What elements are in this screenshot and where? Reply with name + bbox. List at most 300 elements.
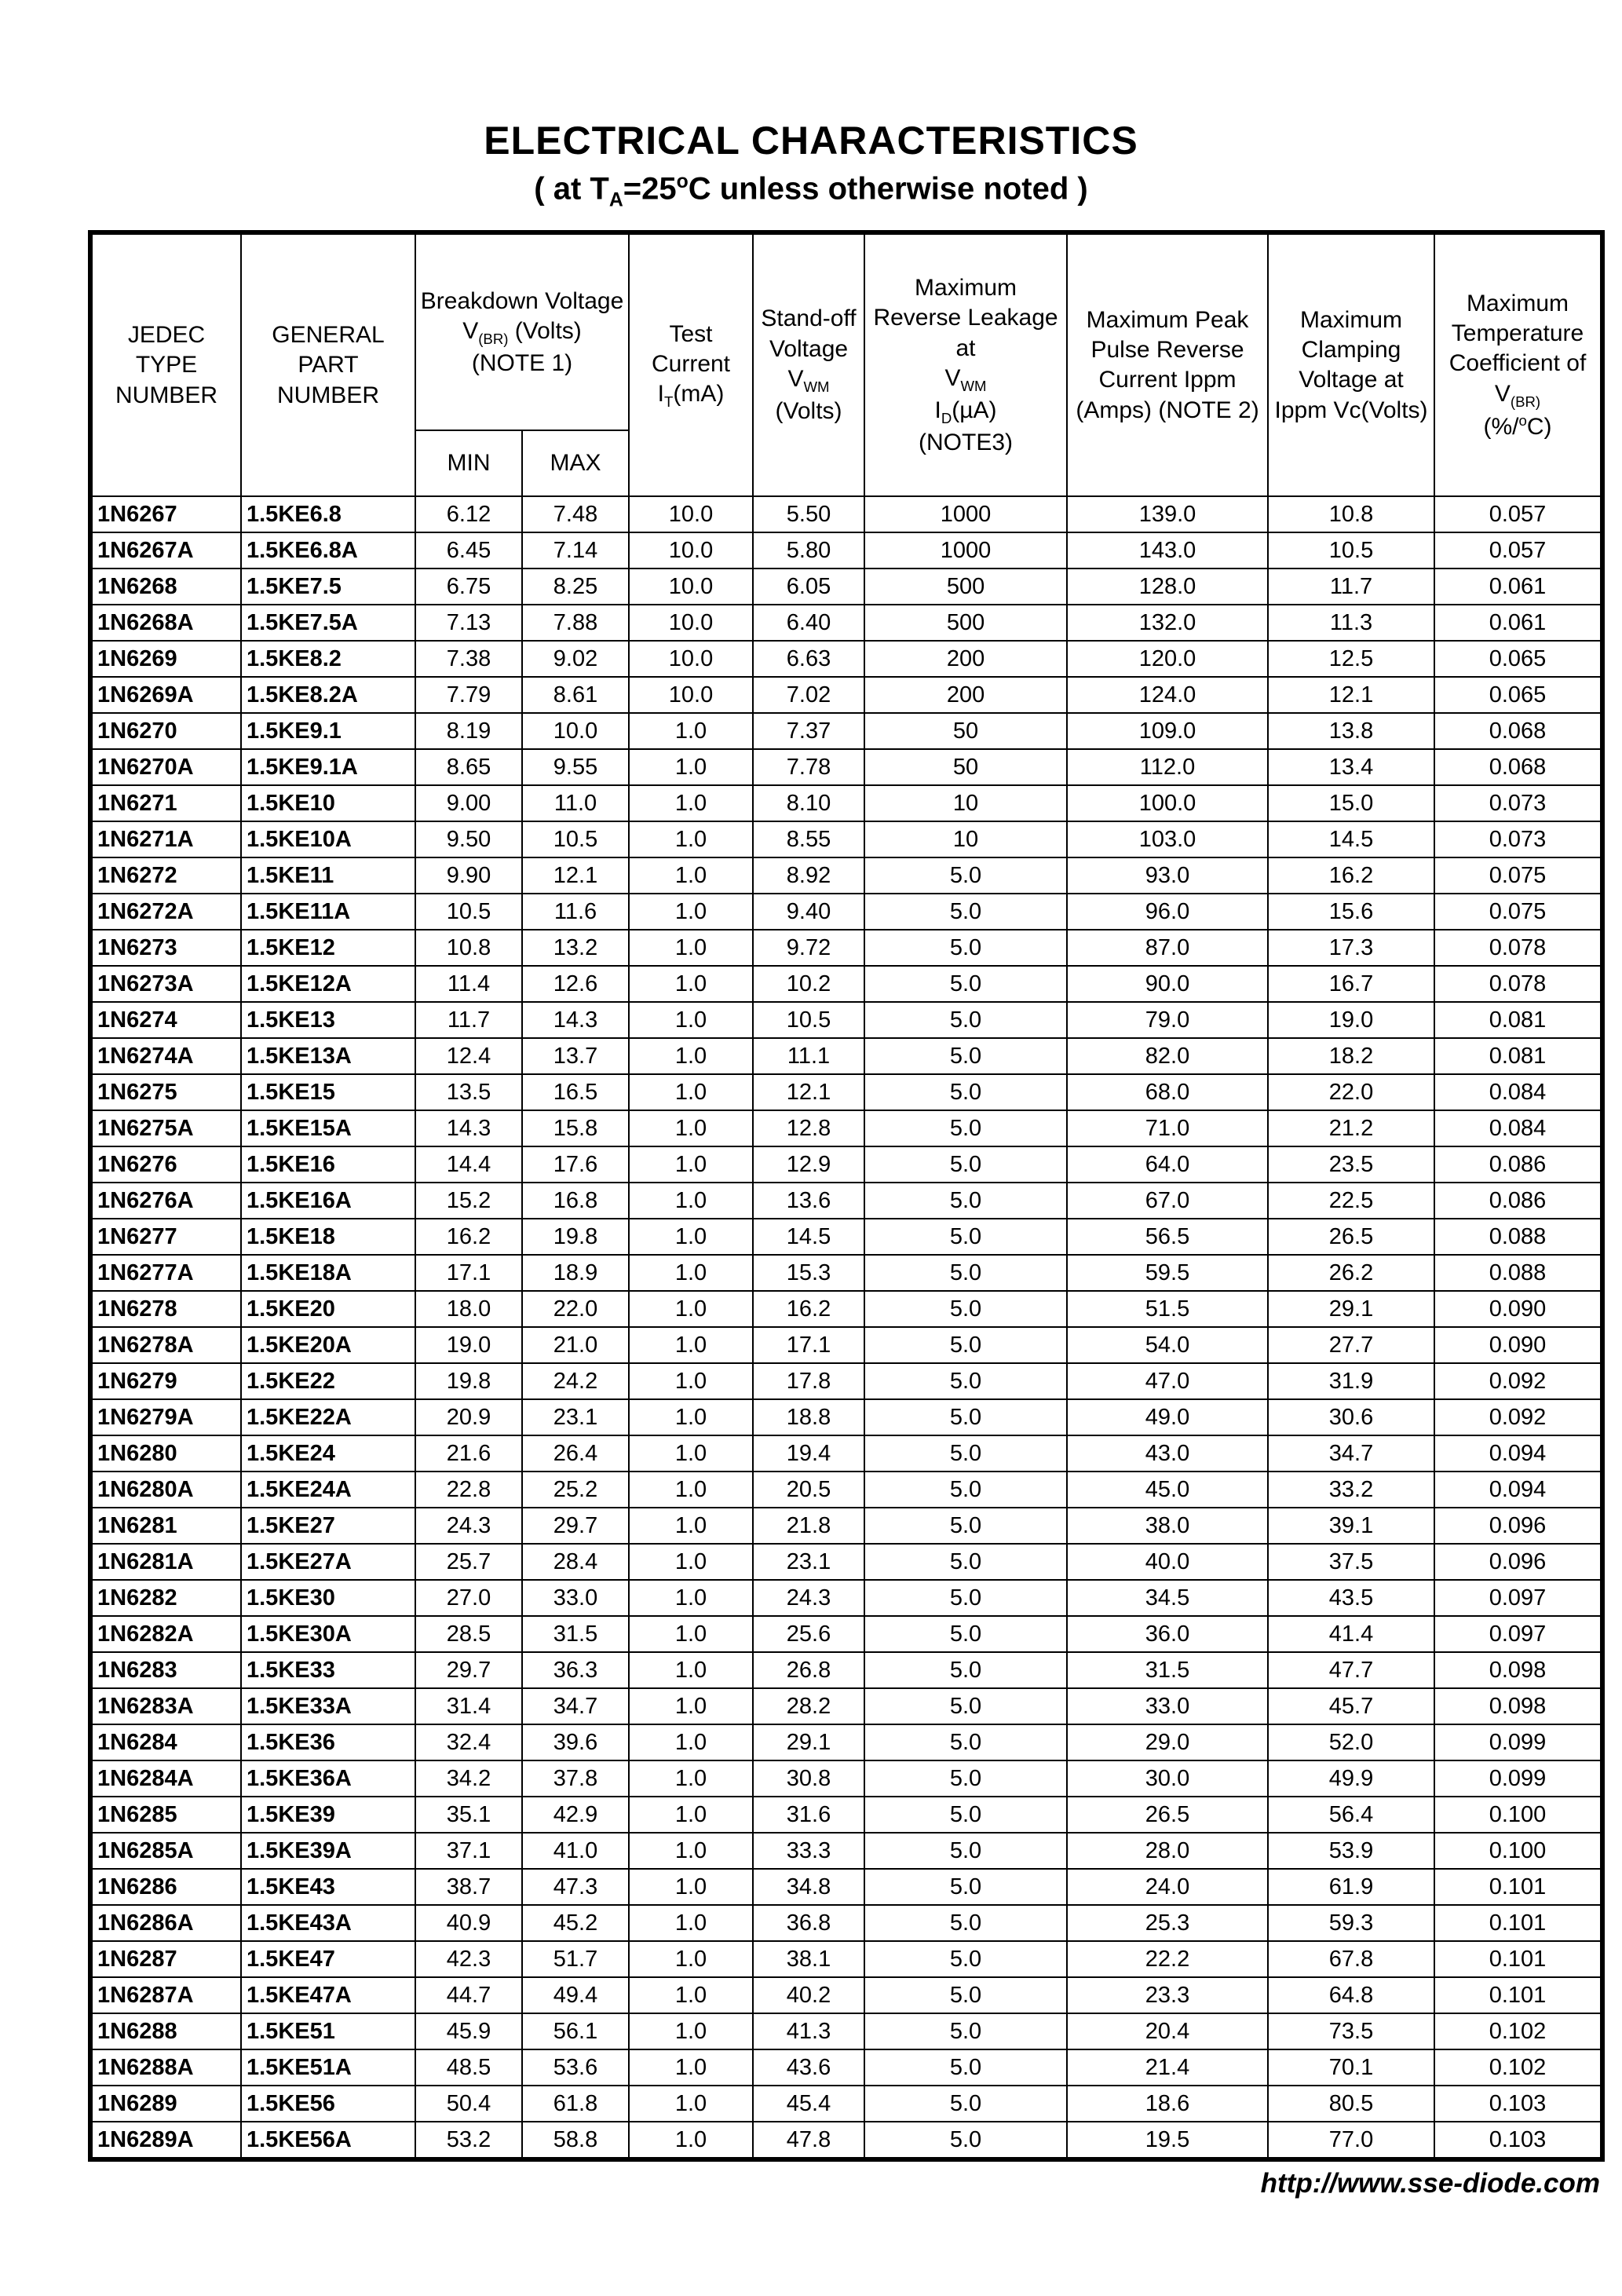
cell-jedec-type: 1N6276 bbox=[90, 1146, 241, 1183]
cell-vbr-max: 56.1 bbox=[522, 2013, 629, 2049]
cell-part-number: 1.5KE24 bbox=[241, 1435, 415, 1472]
cell-part-number: 1.5KE47 bbox=[241, 1941, 415, 1977]
cell-test-current: 1.0 bbox=[629, 1833, 753, 1869]
cell-test-current: 1.0 bbox=[629, 785, 753, 821]
cell-vbr-min: 14.3 bbox=[415, 1110, 522, 1146]
cell-test-current: 1.0 bbox=[629, 1544, 753, 1580]
cell-jedec-type: 1N6286A bbox=[90, 1905, 241, 1941]
cell-reverse-leakage: 5.0 bbox=[864, 1002, 1067, 1038]
cell-test-current: 1.0 bbox=[629, 1146, 753, 1183]
cell-temp-coefficient: 0.090 bbox=[1434, 1327, 1602, 1363]
cell-peak-pulse-current: 54.0 bbox=[1067, 1327, 1268, 1363]
cell-vbr-max: 10.0 bbox=[522, 713, 629, 749]
cell-temp-coefficient: 0.057 bbox=[1434, 496, 1602, 532]
cell-vbr-max: 23.1 bbox=[522, 1399, 629, 1435]
table-row bbox=[90, 966, 1602, 1002]
cell-part-number: 1.5KE36 bbox=[241, 1724, 415, 1760]
cell-vbr-max: 17.6 bbox=[522, 1146, 629, 1183]
cell-vbr-max: 34.7 bbox=[522, 1688, 629, 1724]
cell-temp-coefficient: 0.065 bbox=[1434, 641, 1602, 677]
table-row bbox=[90, 1905, 1602, 1941]
cell-vbr-min: 42.3 bbox=[415, 1941, 522, 1977]
cell-standoff-voltage: 36.8 bbox=[753, 1905, 864, 1941]
cell-temp-coefficient: 0.090 bbox=[1434, 1291, 1602, 1327]
cell-temp-coefficient: 0.065 bbox=[1434, 677, 1602, 713]
cell-clamping-voltage: 12.1 bbox=[1268, 677, 1434, 713]
cell-jedec-type: 1N6282 bbox=[90, 1580, 241, 1616]
cell-part-number: 1.5KE20 bbox=[241, 1291, 415, 1327]
cell-test-current: 1.0 bbox=[629, 1652, 753, 1688]
cell-peak-pulse-current: 67.0 bbox=[1067, 1183, 1268, 1219]
cell-peak-pulse-current: 71.0 bbox=[1067, 1110, 1268, 1146]
cell-clamping-voltage: 11.3 bbox=[1268, 605, 1434, 641]
cell-part-number: 1.5KE7.5 bbox=[241, 569, 415, 605]
table-row bbox=[90, 1508, 1602, 1544]
cell-peak-pulse-current: 128.0 bbox=[1067, 569, 1268, 605]
cell-vbr-min: 28.5 bbox=[415, 1616, 522, 1652]
cell-reverse-leakage: 500 bbox=[864, 569, 1067, 605]
cell-standoff-voltage: 34.8 bbox=[753, 1869, 864, 1905]
cell-reverse-leakage: 5.0 bbox=[864, 894, 1067, 930]
cell-temp-coefficient: 0.102 bbox=[1434, 2049, 1602, 2086]
cell-vbr-max: 49.4 bbox=[522, 1977, 629, 2013]
cell-peak-pulse-current: 30.0 bbox=[1067, 1760, 1268, 1797]
cell-vbr-min: 10.8 bbox=[415, 930, 522, 966]
cell-part-number: 1.5KE11 bbox=[241, 857, 415, 894]
cell-clamping-voltage: 39.1 bbox=[1268, 1508, 1434, 1544]
cell-reverse-leakage: 5.0 bbox=[864, 1797, 1067, 1833]
cell-reverse-leakage: 5.0 bbox=[864, 1435, 1067, 1472]
cell-jedec-type: 1N6288 bbox=[90, 2013, 241, 2049]
cell-reverse-leakage: 5.0 bbox=[864, 1977, 1067, 2013]
cell-clamping-voltage: 16.2 bbox=[1268, 857, 1434, 894]
cell-clamping-voltage: 21.2 bbox=[1268, 1110, 1434, 1146]
cell-temp-coefficient: 0.075 bbox=[1434, 894, 1602, 930]
cell-peak-pulse-current: 143.0 bbox=[1067, 532, 1268, 569]
cell-test-current: 1.0 bbox=[629, 1291, 753, 1327]
cell-standoff-voltage: 30.8 bbox=[753, 1760, 864, 1797]
cell-peak-pulse-current: 112.0 bbox=[1067, 749, 1268, 785]
cell-clamping-voltage: 26.2 bbox=[1268, 1255, 1434, 1291]
cell-vbr-min: 6.75 bbox=[415, 569, 522, 605]
cell-vbr-min: 11.7 bbox=[415, 1002, 522, 1038]
cell-reverse-leakage: 5.0 bbox=[864, 1291, 1067, 1327]
table-row bbox=[90, 749, 1602, 785]
table-row bbox=[90, 1616, 1602, 1652]
cell-vbr-min: 17.1 bbox=[415, 1255, 522, 1291]
cell-standoff-voltage: 11.1 bbox=[753, 1038, 864, 1074]
cell-reverse-leakage: 5.0 bbox=[864, 1760, 1067, 1797]
cell-test-current: 1.0 bbox=[629, 2086, 753, 2122]
cell-temp-coefficient: 0.086 bbox=[1434, 1146, 1602, 1183]
table-row bbox=[90, 641, 1602, 677]
cell-jedec-type: 1N6289A bbox=[90, 2122, 241, 2159]
cell-jedec-type: 1N6282A bbox=[90, 1616, 241, 1652]
cell-peak-pulse-current: 31.5 bbox=[1067, 1652, 1268, 1688]
cell-test-current: 1.0 bbox=[629, 1435, 753, 1472]
cell-part-number: 1.5KE22 bbox=[241, 1363, 415, 1399]
cell-clamping-voltage: 70.1 bbox=[1268, 2049, 1434, 2086]
cell-test-current: 1.0 bbox=[629, 1363, 753, 1399]
cell-temp-coefficient: 0.057 bbox=[1434, 532, 1602, 569]
cell-vbr-max: 12.6 bbox=[522, 966, 629, 1002]
table-row bbox=[90, 857, 1602, 894]
cell-jedec-type: 1N6285A bbox=[90, 1833, 241, 1869]
cell-standoff-voltage: 6.05 bbox=[753, 569, 864, 605]
header-test-current: Test Current $I_T(mA)$ bbox=[629, 232, 753, 496]
cell-vbr-max: 7.88 bbox=[522, 605, 629, 641]
cell-peak-pulse-current: 64.0 bbox=[1067, 1146, 1268, 1183]
table-row bbox=[90, 2086, 1602, 2122]
cell-clamping-voltage: 30.6 bbox=[1268, 1399, 1434, 1435]
cell-peak-pulse-current: 21.4 bbox=[1067, 2049, 1268, 2086]
table-row bbox=[90, 1724, 1602, 1760]
cell-vbr-max: 33.0 bbox=[522, 1580, 629, 1616]
cell-clamping-voltage: 52.0 bbox=[1268, 1724, 1434, 1760]
cell-reverse-leakage: 50 bbox=[864, 749, 1067, 785]
cell-vbr-min: 8.19 bbox=[415, 713, 522, 749]
cell-part-number: 1.5KE27A bbox=[241, 1544, 415, 1580]
cell-temp-coefficient: 0.078 bbox=[1434, 930, 1602, 966]
cell-vbr-max: 53.6 bbox=[522, 2049, 629, 2086]
cell-part-number: 1.5KE43 bbox=[241, 1869, 415, 1905]
cell-peak-pulse-current: 68.0 bbox=[1067, 1074, 1268, 1110]
cell-vbr-max: 47.3 bbox=[522, 1869, 629, 1905]
header-jedec-type-number: JEDEC TYPE NUMBER bbox=[90, 232, 241, 496]
cell-peak-pulse-current: 90.0 bbox=[1067, 966, 1268, 1002]
table-row bbox=[90, 1435, 1602, 1472]
cell-peak-pulse-current: 87.0 bbox=[1067, 930, 1268, 966]
cell-reverse-leakage: 5.0 bbox=[864, 1363, 1067, 1399]
table-row bbox=[90, 1833, 1602, 1869]
cell-vbr-min: 35.1 bbox=[415, 1797, 522, 1833]
cell-test-current: 1.0 bbox=[629, 1110, 753, 1146]
cell-reverse-leakage: 5.0 bbox=[864, 1399, 1067, 1435]
cell-vbr-max: 28.4 bbox=[522, 1544, 629, 1580]
cell-clamping-voltage: 33.2 bbox=[1268, 1472, 1434, 1508]
cell-test-current: 1.0 bbox=[629, 857, 753, 894]
cell-reverse-leakage: 5.0 bbox=[864, 1724, 1067, 1760]
table-body bbox=[90, 496, 1602, 2159]
table-row bbox=[90, 532, 1602, 569]
cell-peak-pulse-current: 23.3 bbox=[1067, 1977, 1268, 2013]
cell-vbr-min: 6.45 bbox=[415, 532, 522, 569]
cell-peak-pulse-current: 34.5 bbox=[1067, 1580, 1268, 1616]
cell-standoff-voltage: 20.5 bbox=[753, 1472, 864, 1508]
cell-standoff-voltage: 10.5 bbox=[753, 1002, 864, 1038]
cell-jedec-type: 1N6273 bbox=[90, 930, 241, 966]
header-max-clamping-voltage: Maximum Clamping Voltage at Ippm Vc(Volts) bbox=[1268, 232, 1434, 496]
cell-temp-coefficient: 0.097 bbox=[1434, 1616, 1602, 1652]
cell-temp-coefficient: 0.103 bbox=[1434, 2122, 1602, 2159]
cell-part-number: 1.5KE18 bbox=[241, 1219, 415, 1255]
cell-standoff-voltage: 12.1 bbox=[753, 1074, 864, 1110]
cell-standoff-voltage: 17.8 bbox=[753, 1363, 864, 1399]
header-max-temp-coefficient: Maximum Temperature Coefficient of $V_{(BR)}$ (%/$^o$C) bbox=[1434, 232, 1602, 496]
cell-standoff-voltage: 12.8 bbox=[753, 1110, 864, 1146]
cell-reverse-leakage: 5.0 bbox=[864, 2049, 1067, 2086]
cell-vbr-max: 16.5 bbox=[522, 1074, 629, 1110]
cell-reverse-leakage: 200 bbox=[864, 677, 1067, 713]
cell-vbr-max: 21.0 bbox=[522, 1327, 629, 1363]
cell-jedec-type: 1N6269A bbox=[90, 677, 241, 713]
cell-peak-pulse-current: 49.0 bbox=[1067, 1399, 1268, 1435]
table-row bbox=[90, 713, 1602, 749]
cell-vbr-max: 13.7 bbox=[522, 1038, 629, 1074]
cell-temp-coefficient: 0.073 bbox=[1434, 821, 1602, 857]
table-row bbox=[90, 1038, 1602, 1074]
table-row bbox=[90, 1363, 1602, 1399]
cell-test-current: 1.0 bbox=[629, 713, 753, 749]
cell-vbr-max: 16.8 bbox=[522, 1183, 629, 1219]
cell-test-current: 10.0 bbox=[629, 677, 753, 713]
cell-vbr-min: 9.50 bbox=[415, 821, 522, 857]
cell-vbr-min: 19.0 bbox=[415, 1327, 522, 1363]
table-row bbox=[90, 1544, 1602, 1580]
cell-clamping-voltage: 27.7 bbox=[1268, 1327, 1434, 1363]
cell-jedec-type: 1N6272 bbox=[90, 857, 241, 894]
cell-temp-coefficient: 0.103 bbox=[1434, 2086, 1602, 2122]
cell-reverse-leakage: 5.0 bbox=[864, 1652, 1067, 1688]
cell-jedec-type: 1N6280 bbox=[90, 1435, 241, 1472]
cell-standoff-voltage: 12.9 bbox=[753, 1146, 864, 1183]
cell-standoff-voltage: 13.6 bbox=[753, 1183, 864, 1219]
cell-part-number: 1.5KE9.1 bbox=[241, 713, 415, 749]
cell-standoff-voltage: 38.1 bbox=[753, 1941, 864, 1977]
cell-reverse-leakage: 5.0 bbox=[864, 2122, 1067, 2159]
cell-standoff-voltage: 18.8 bbox=[753, 1399, 864, 1435]
cell-test-current: 1.0 bbox=[629, 1327, 753, 1363]
cell-standoff-voltage: 45.4 bbox=[753, 2086, 864, 2122]
table-row bbox=[90, 894, 1602, 930]
table-row bbox=[90, 569, 1602, 605]
cell-peak-pulse-current: 29.0 bbox=[1067, 1724, 1268, 1760]
cell-reverse-leakage: 5.0 bbox=[864, 1941, 1067, 1977]
cell-jedec-type: 1N6287 bbox=[90, 1941, 241, 1977]
cell-clamping-voltage: 45.7 bbox=[1268, 1688, 1434, 1724]
cell-clamping-voltage: 41.4 bbox=[1268, 1616, 1434, 1652]
cell-clamping-voltage: 77.0 bbox=[1268, 2122, 1434, 2159]
cell-peak-pulse-current: 93.0 bbox=[1067, 857, 1268, 894]
cell-jedec-type: 1N6288A bbox=[90, 2049, 241, 2086]
cell-temp-coefficient: 0.101 bbox=[1434, 1869, 1602, 1905]
cell-standoff-voltage: 29.1 bbox=[753, 1724, 864, 1760]
cell-part-number: 1.5KE39A bbox=[241, 1833, 415, 1869]
cell-vbr-max: 24.2 bbox=[522, 1363, 629, 1399]
cell-part-number: 1.5KE13A bbox=[241, 1038, 415, 1074]
cell-vbr-min: 40.9 bbox=[415, 1905, 522, 1941]
table-row bbox=[90, 496, 1602, 532]
cell-part-number: 1.5KE16A bbox=[241, 1183, 415, 1219]
cell-test-current: 1.0 bbox=[629, 1688, 753, 1724]
cell-part-number: 1.5KE43A bbox=[241, 1905, 415, 1941]
cell-test-current: 1.0 bbox=[629, 1038, 753, 1074]
cell-vbr-max: 18.9 bbox=[522, 1255, 629, 1291]
cell-peak-pulse-current: 56.5 bbox=[1067, 1219, 1268, 1255]
cell-test-current: 1.0 bbox=[629, 1977, 753, 2013]
cell-reverse-leakage: 5.0 bbox=[864, 1616, 1067, 1652]
cell-vbr-min: 16.2 bbox=[415, 1219, 522, 1255]
header-breakdown-voltage: Breakdown Voltage $V_{(BR)}$ (Volts) (NOTE 1) bbox=[415, 232, 629, 430]
cell-standoff-voltage: 16.2 bbox=[753, 1291, 864, 1327]
cell-vbr-min: 32.4 bbox=[415, 1724, 522, 1760]
cell-part-number: 1.5KE12 bbox=[241, 930, 415, 966]
cell-part-number: 1.5KE30A bbox=[241, 1616, 415, 1652]
cell-test-current: 1.0 bbox=[629, 966, 753, 1002]
table-row bbox=[90, 1797, 1602, 1833]
cell-vbr-min: 18.0 bbox=[415, 1291, 522, 1327]
cell-jedec-type: 1N6267A bbox=[90, 532, 241, 569]
header-max-reverse-leakage: Maximum Reverse Leakage at $V_{WM}$ $I_D(\mu A)$ (NOTE3) bbox=[864, 232, 1067, 496]
cell-jedec-type: 1N6274A bbox=[90, 1038, 241, 1074]
cell-temp-coefficient: 0.101 bbox=[1434, 1941, 1602, 1977]
cell-jedec-type: 1N6270 bbox=[90, 713, 241, 749]
page-subtitle: ( at $T_A=25^oC$ unless otherwise noted ) bbox=[534, 171, 1088, 211]
cell-peak-pulse-current: 120.0 bbox=[1067, 641, 1268, 677]
cell-vbr-max: 42.9 bbox=[522, 1797, 629, 1833]
cell-vbr-min: 7.38 bbox=[415, 641, 522, 677]
cell-vbr-max: 11.0 bbox=[522, 785, 629, 821]
cell-jedec-type: 1N6271 bbox=[90, 785, 241, 821]
cell-part-number: 1.5KE8.2A bbox=[241, 677, 415, 713]
cell-test-current: 1.0 bbox=[629, 930, 753, 966]
cell-jedec-type: 1N6284A bbox=[90, 1760, 241, 1797]
cell-reverse-leakage: 5.0 bbox=[864, 1544, 1067, 1580]
cell-vbr-max: 25.2 bbox=[522, 1472, 629, 1508]
cell-standoff-voltage: 24.3 bbox=[753, 1580, 864, 1616]
cell-temp-coefficient: 0.099 bbox=[1434, 1760, 1602, 1797]
page-title: ELECTRICAL CHARACTERISTICS bbox=[484, 119, 1138, 163]
cell-test-current: 1.0 bbox=[629, 2013, 753, 2049]
cell-clamping-voltage: 67.8 bbox=[1268, 1941, 1434, 1977]
cell-standoff-voltage: 33.3 bbox=[753, 1833, 864, 1869]
cell-clamping-voltage: 18.2 bbox=[1268, 1038, 1434, 1074]
cell-temp-coefficient: 0.097 bbox=[1434, 1580, 1602, 1616]
cell-vbr-max: 45.2 bbox=[522, 1905, 629, 1941]
cell-jedec-type: 1N6277 bbox=[90, 1219, 241, 1255]
cell-vbr-max: 12.1 bbox=[522, 857, 629, 894]
cell-vbr-max: 19.8 bbox=[522, 1219, 629, 1255]
cell-clamping-voltage: 22.0 bbox=[1268, 1074, 1434, 1110]
cell-clamping-voltage: 10.8 bbox=[1268, 496, 1434, 532]
cell-jedec-type: 1N6281A bbox=[90, 1544, 241, 1580]
cell-reverse-leakage: 5.0 bbox=[864, 1255, 1067, 1291]
cell-test-current: 1.0 bbox=[629, 2122, 753, 2159]
cell-standoff-voltage: 40.2 bbox=[753, 1977, 864, 2013]
cell-jedec-type: 1N6284 bbox=[90, 1724, 241, 1760]
cell-temp-coefficient: 0.084 bbox=[1434, 1110, 1602, 1146]
table-row bbox=[90, 1002, 1602, 1038]
cell-standoff-voltage: 5.80 bbox=[753, 532, 864, 569]
cell-peak-pulse-current: 24.0 bbox=[1067, 1869, 1268, 1905]
cell-temp-coefficient: 0.094 bbox=[1434, 1472, 1602, 1508]
cell-peak-pulse-current: 20.4 bbox=[1067, 2013, 1268, 2049]
cell-temp-coefficient: 0.081 bbox=[1434, 1002, 1602, 1038]
cell-standoff-voltage: 7.78 bbox=[753, 749, 864, 785]
cell-vbr-min: 11.4 bbox=[415, 966, 522, 1002]
cell-clamping-voltage: 43.5 bbox=[1268, 1580, 1434, 1616]
cell-reverse-leakage: 5.0 bbox=[864, 1146, 1067, 1183]
cell-peak-pulse-current: 33.0 bbox=[1067, 1688, 1268, 1724]
cell-standoff-voltage: 26.8 bbox=[753, 1652, 864, 1688]
cell-vbr-min: 10.5 bbox=[415, 894, 522, 930]
cell-part-number: 1.5KE30 bbox=[241, 1580, 415, 1616]
table-row bbox=[90, 605, 1602, 641]
table-row bbox=[90, 930, 1602, 966]
table-row bbox=[90, 1472, 1602, 1508]
cell-peak-pulse-current: 59.5 bbox=[1067, 1255, 1268, 1291]
cell-part-number: 1.5KE22A bbox=[241, 1399, 415, 1435]
cell-vbr-min: 44.7 bbox=[415, 1977, 522, 2013]
cell-standoff-voltage: 6.40 bbox=[753, 605, 864, 641]
header-general-part-number: GENERAL PART NUMBER bbox=[241, 232, 415, 496]
cell-jedec-type: 1N6271A bbox=[90, 821, 241, 857]
cell-vbr-min: 38.7 bbox=[415, 1869, 522, 1905]
cell-test-current: 10.0 bbox=[629, 605, 753, 641]
cell-test-current: 1.0 bbox=[629, 2049, 753, 2086]
cell-vbr-min: 50.4 bbox=[415, 2086, 522, 2122]
cell-vbr-min: 14.4 bbox=[415, 1146, 522, 1183]
cell-peak-pulse-current: 82.0 bbox=[1067, 1038, 1268, 1074]
cell-standoff-voltage: 47.8 bbox=[753, 2122, 864, 2159]
cell-test-current: 10.0 bbox=[629, 496, 753, 532]
cell-jedec-type: 1N6278A bbox=[90, 1327, 241, 1363]
cell-peak-pulse-current: 51.5 bbox=[1067, 1291, 1268, 1327]
cell-vbr-min: 37.1 bbox=[415, 1833, 522, 1869]
table-row bbox=[90, 1580, 1602, 1616]
cell-standoff-voltage: 17.1 bbox=[753, 1327, 864, 1363]
cell-clamping-voltage: 37.5 bbox=[1268, 1544, 1434, 1580]
cell-clamping-voltage: 29.1 bbox=[1268, 1291, 1434, 1327]
cell-vbr-min: 34.2 bbox=[415, 1760, 522, 1797]
cell-part-number: 1.5KE33A bbox=[241, 1688, 415, 1724]
cell-standoff-voltage: 31.6 bbox=[753, 1797, 864, 1833]
cell-vbr-min: 20.9 bbox=[415, 1399, 522, 1435]
cell-part-number: 1.5KE12A bbox=[241, 966, 415, 1002]
cell-clamping-voltage: 64.8 bbox=[1268, 1977, 1434, 2013]
cell-part-number: 1.5KE11A bbox=[241, 894, 415, 930]
cell-peak-pulse-current: 79.0 bbox=[1067, 1002, 1268, 1038]
cell-peak-pulse-current: 132.0 bbox=[1067, 605, 1268, 641]
cell-reverse-leakage: 5.0 bbox=[864, 2013, 1067, 2049]
cell-standoff-voltage: 43.6 bbox=[753, 2049, 864, 2086]
cell-peak-pulse-current: 103.0 bbox=[1067, 821, 1268, 857]
cell-clamping-voltage: 53.9 bbox=[1268, 1833, 1434, 1869]
footer-url[interactable]: http://www.sse-diode.com bbox=[1260, 2168, 1600, 2199]
cell-test-current: 1.0 bbox=[629, 1219, 753, 1255]
cell-vbr-min: 22.8 bbox=[415, 1472, 522, 1508]
cell-vbr-max: 37.8 bbox=[522, 1760, 629, 1797]
cell-test-current: 1.0 bbox=[629, 1797, 753, 1833]
cell-vbr-max: 7.48 bbox=[522, 496, 629, 532]
cell-clamping-voltage: 49.9 bbox=[1268, 1760, 1434, 1797]
cell-temp-coefficient: 0.098 bbox=[1434, 1652, 1602, 1688]
cell-temp-coefficient: 0.061 bbox=[1434, 569, 1602, 605]
cell-jedec-type: 1N6276A bbox=[90, 1183, 241, 1219]
cell-vbr-max: 26.4 bbox=[522, 1435, 629, 1472]
cell-peak-pulse-current: 139.0 bbox=[1067, 496, 1268, 532]
cell-part-number: 1.5KE18A bbox=[241, 1255, 415, 1291]
cell-test-current: 10.0 bbox=[629, 532, 753, 569]
cell-peak-pulse-current: 124.0 bbox=[1067, 677, 1268, 713]
cell-standoff-voltage: 19.4 bbox=[753, 1435, 864, 1472]
header-standoff-voltage: Stand-off Voltage $V_{WM}$ (Volts) bbox=[753, 232, 864, 496]
cell-clamping-voltage: 14.5 bbox=[1268, 821, 1434, 857]
cell-peak-pulse-current: 96.0 bbox=[1067, 894, 1268, 930]
cell-reverse-leakage: 5.0 bbox=[864, 1219, 1067, 1255]
cell-jedec-type: 1N6285 bbox=[90, 1797, 241, 1833]
cell-standoff-voltage: 9.72 bbox=[753, 930, 864, 966]
